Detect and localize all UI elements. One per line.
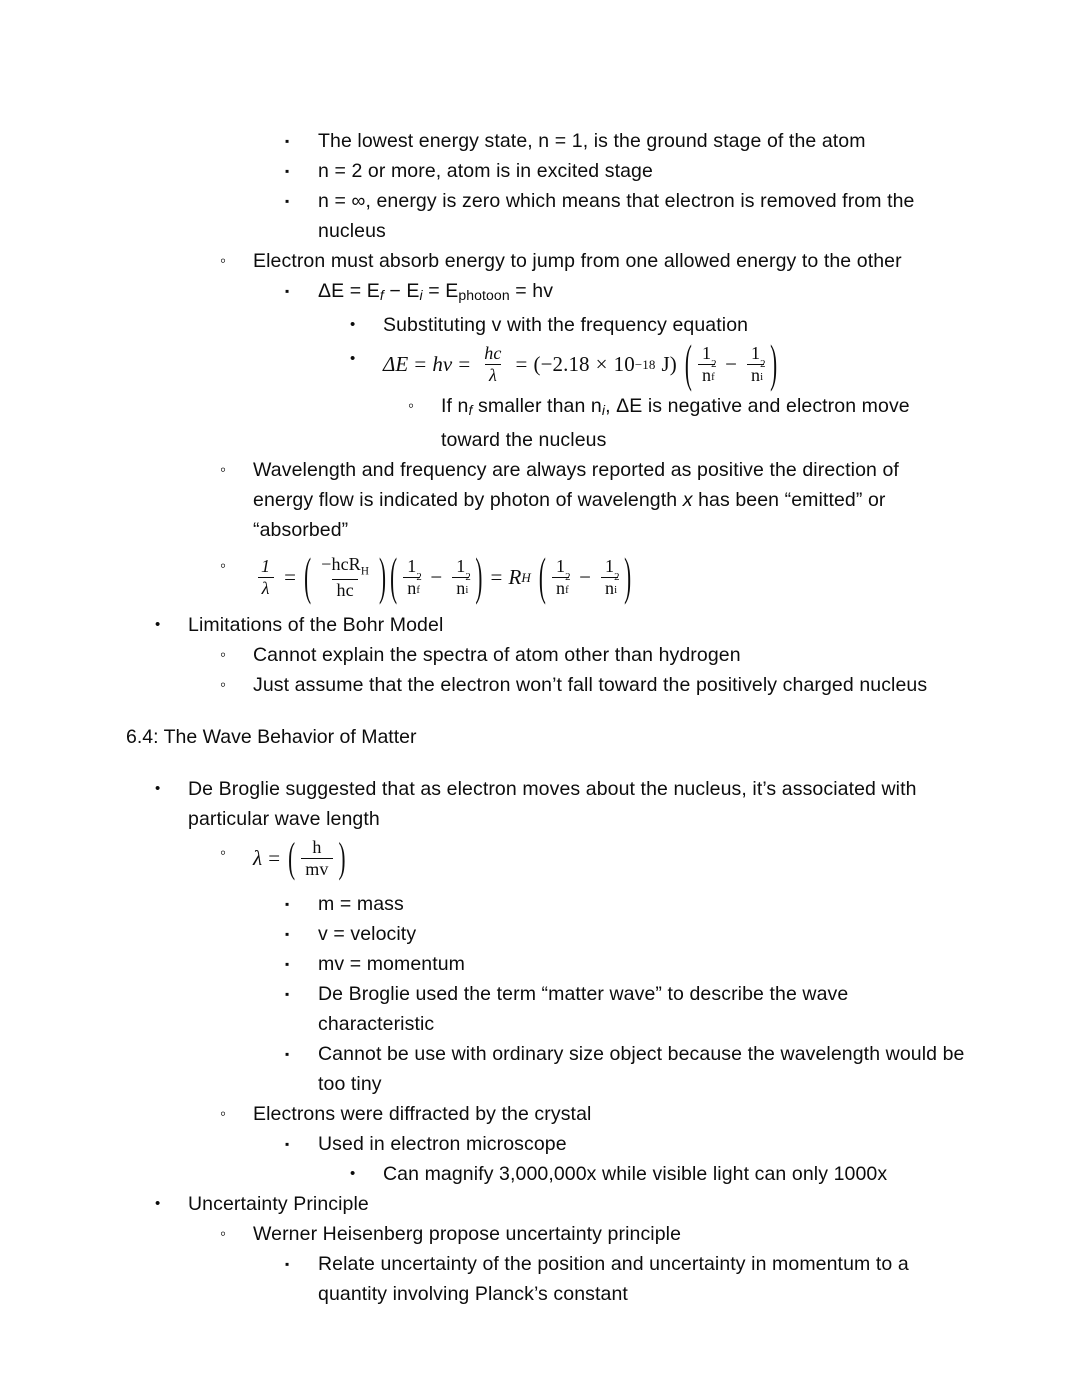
list-item-text: Werner Heisenberg propose uncertainty principle	[253, 1223, 682, 1246]
dot-bullet-icon: •	[350, 316, 356, 334]
equation-text: ΔE = hv = $\frac{hc}{\lambda}$ = ( −2.18 × 10 −18 J ) ( 1 n 2 f − 1 n 2 i )	[383, 333, 778, 393]
list-item-text: If $n_f$ smaller than $n_i$, ΔE is negative and electron move toward the nucleus	[441, 394, 910, 452]
equation-delta-e-rydberg	[350, 333, 1080, 393]
list-item-text: Uncertainty Principle	[188, 1193, 369, 1216]
list-item-text: mv = momentum	[318, 953, 466, 976]
disc-bullet-icon: •	[155, 1195, 161, 1213]
equation-text: $\Delta E = E_f - E_i = E_{photoon}$ = hv	[318, 280, 554, 304]
list-item-text: m = mass	[318, 893, 404, 916]
list-item-text: n = 2 or more, atom is in excited stage	[318, 160, 653, 182]
list-item-text: Wavelength and frequency are always reported as positive the direction of energy flow is indicated by photon of wavelength x has been “emitted” or “absorbed”	[253, 459, 899, 542]
list-item-text: Substituting v with the frequency equation	[383, 314, 749, 337]
list-item	[285, 186, 1080, 246]
list-item-text: v = velocity	[318, 923, 417, 946]
circle-bullet-icon: ◦	[220, 1104, 227, 1124]
list-item-text: De Broglie suggested that as electron moves about the nucleus, it’s associated with particular wave length	[188, 778, 917, 831]
list-item-text: Relate uncertainty of the position and uncertainty in momentum to a quantity involving Planck’s constant	[318, 1253, 909, 1306]
list-item-text: De Broglie used the term “matter wave” to describe the wave characteristic	[318, 983, 849, 1036]
list-item-text: Electron must absorb energy to jump from one allowed energy to the other	[253, 250, 902, 272]
section-heading: 6.4: The Wave Behavior of Matter	[126, 726, 417, 749]
list-item-text: n = ∞, energy is zero which means that electron is removed from the nucleus	[318, 190, 915, 242]
list-item	[285, 1039, 1080, 1099]
list-item	[285, 126, 1080, 156]
circle-bullet-icon: ◦	[220, 843, 227, 863]
square-bullet-icon: ▪	[285, 1257, 290, 1272]
disc-bullet-icon: •	[155, 780, 161, 798]
square-bullet-icon: ▪	[285, 194, 290, 208]
square-bullet-icon: ▪	[285, 1137, 290, 1152]
list-item	[285, 949, 1080, 979]
square-bullet-icon: ▪	[285, 897, 290, 912]
list-item	[285, 1129, 1080, 1159]
circle-bullet-icon: ◦	[220, 1224, 227, 1244]
circle-bullet-icon: ◦	[220, 645, 227, 665]
equation-de-broglie	[220, 833, 1080, 882]
circle-bullet-icon: ◦	[408, 395, 415, 415]
list-item	[408, 391, 1080, 455]
list-item-text: The lowest energy state, n = 1, is the ground stage of the atom	[318, 130, 866, 152]
disc-bullet-icon: •	[155, 616, 161, 634]
equation-delta-e-definition	[285, 276, 1080, 310]
list-item	[350, 1159, 1080, 1189]
square-bullet-icon: ▪	[285, 134, 290, 148]
list-item	[155, 1189, 1080, 1219]
dot-bullet-icon: •	[350, 1165, 356, 1183]
list-item-text: Electrons were diffracted by the crystal	[253, 1103, 592, 1126]
circle-bullet-icon: ◦	[220, 556, 227, 576]
list-item	[285, 979, 1080, 1039]
dot-bullet-icon: •	[350, 350, 356, 368]
list-item	[285, 919, 1080, 949]
list-item-text: Limitations of the Bohr Model	[188, 614, 444, 637]
circle-bullet-icon: ◦	[220, 675, 227, 695]
list-item	[220, 1099, 1080, 1129]
list-item-text: Used in electron microscope	[318, 1133, 567, 1156]
list-item	[220, 246, 1080, 276]
list-item	[285, 889, 1080, 919]
circle-bullet-icon: ◦	[220, 251, 227, 270]
list-item	[285, 156, 1080, 186]
list-item	[220, 455, 1080, 545]
list-item	[220, 1219, 1080, 1249]
equation-text: λ = ( $\frac{h}{mv}$ )	[253, 833, 346, 882]
square-bullet-icon: ▪	[285, 164, 290, 178]
circle-bullet-icon: ◦	[220, 460, 227, 480]
square-bullet-icon: ▪	[285, 1047, 290, 1062]
list-item-text: Cannot explain the spectra of atom other than hydrogen	[253, 644, 741, 667]
list-item	[285, 1249, 1080, 1309]
list-item	[350, 310, 1080, 340]
equation-text: $\frac{1}{\lambda}$ = ( $\frac{-hcR_H}{hc}$ ) ( 1 n 2 f − 1 n 2 i ) = R H ( 1 n 2 f − 1 n 2 i )	[253, 551, 963, 600]
square-bullet-icon: ▪	[285, 284, 290, 298]
list-item	[220, 670, 1080, 700]
list-item-text: Just assume that the electron won’t fall toward the positively charged nucleus	[253, 674, 928, 697]
list-item	[155, 610, 1080, 640]
list-item	[220, 640, 1080, 670]
square-bullet-icon: ▪	[285, 957, 290, 972]
list-item	[155, 774, 1080, 834]
list-item-text: Can magnify 3,000,000x while visible light can only 1000x	[383, 1163, 888, 1186]
list-item-text: Cannot be use with ordinary size object because the wavelength would be too tiny	[318, 1043, 965, 1096]
square-bullet-icon: ▪	[285, 927, 290, 942]
square-bullet-icon: ▪	[285, 987, 290, 1002]
equation-rydberg-wavelength	[220, 546, 1080, 606]
